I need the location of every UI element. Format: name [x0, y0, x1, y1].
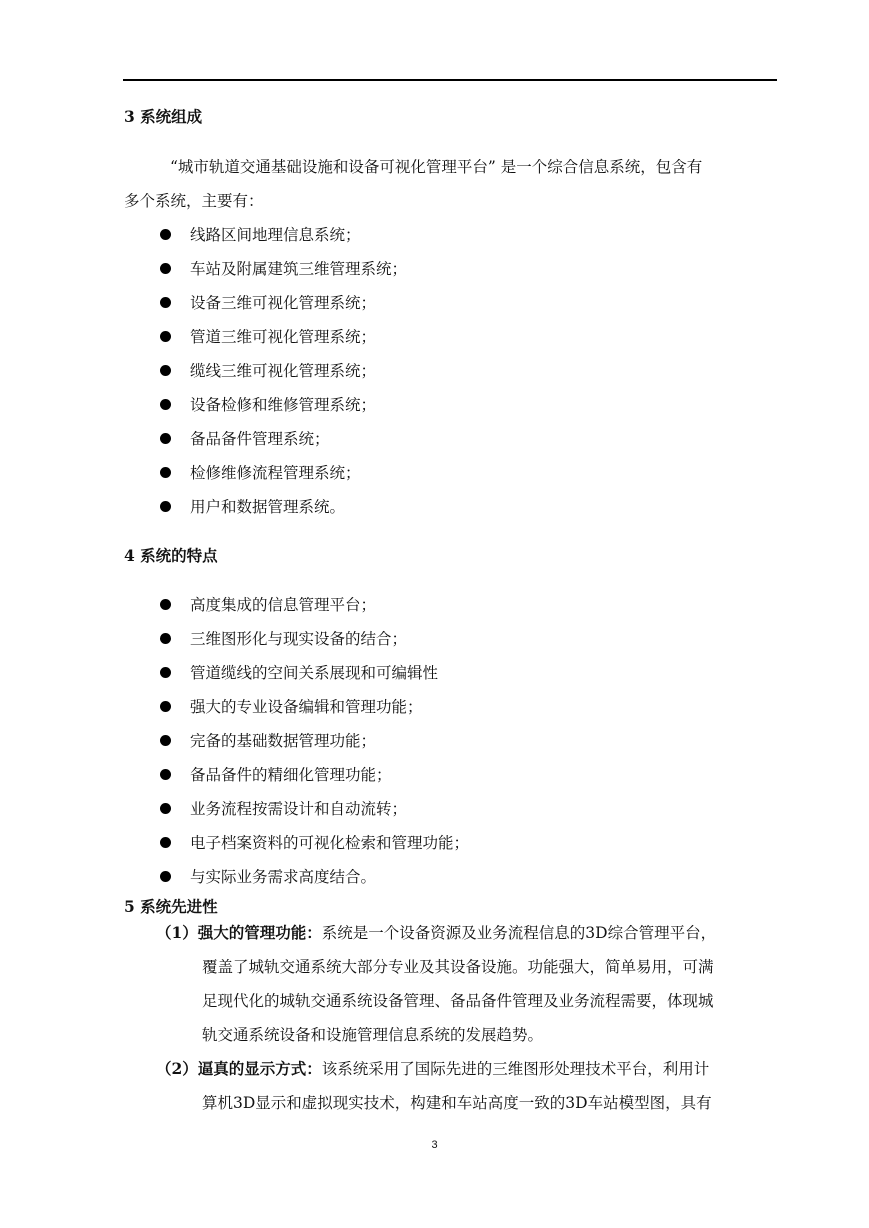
item-1-line-4: 轨交通系统设备和设施管理信息系统的发展趋势。 [202, 1026, 544, 1044]
section-5-item-2 [156, 1059, 778, 1112]
bullet-icon [160, 633, 171, 644]
bullet-icon [160, 667, 171, 678]
bullet-icon [160, 803, 171, 814]
bullet-icon [160, 229, 171, 240]
bullet-icon [160, 365, 171, 376]
item-1-line-2: 覆盖了城轨交通系统大部分专业及其设备设施。功能强大，简单易用，可满 [202, 958, 714, 976]
bullet-icon [160, 837, 171, 848]
section-4-heading: 4 系统的特点 [124, 546, 218, 565]
bullet-icon [160, 399, 171, 410]
bullet-icon [160, 769, 171, 780]
item-1-line-1: 系统是一个设备资源及业务流程信息的3D综合管理平台， [321, 924, 717, 942]
bullet-icon [160, 599, 171, 610]
bullet-icon [160, 735, 171, 746]
section-3-intro-line-2: 多个系统，主要有： [124, 192, 264, 210]
item-1-label: （1）强大的管理功能： [156, 923, 322, 942]
bullet-icon [160, 467, 171, 478]
bullet-icon [160, 331, 171, 342]
item-1-line-3: 足现代化的城轨交通系统设备管理、备品备件管理及业务流程需要，体现城 [202, 992, 714, 1010]
section-3-heading: 3 系统组成 [124, 107, 203, 126]
section-3-intro-line-1: “城市轨道交通基础设施和设备可视化管理平台” 是一个综合信息系统，包含有 [170, 158, 703, 176]
item-2-line-1: 该系统采用了国际先进的三维图形处理技术平台，利用计 [321, 1060, 710, 1078]
header-rule [123, 79, 777, 81]
section-5-heading: 5 系统先进性 [124, 897, 218, 916]
item-2-line-2: 算机3D显示和虚拟现实技术，构建和车站高度一致的3D车站模型图，具有 [202, 1094, 712, 1112]
bullet-icon [160, 701, 171, 712]
page-number: 3 [431, 1139, 438, 1151]
bullet-icon [160, 263, 171, 274]
item-2-label: （2）逼真的显示方式： [156, 1059, 322, 1078]
section-5-item-1 [156, 923, 778, 1044]
bullet-icon [160, 871, 171, 882]
bullet-icon [160, 501, 171, 512]
bullet-icon [160, 297, 171, 308]
bullet-icon [160, 433, 171, 444]
